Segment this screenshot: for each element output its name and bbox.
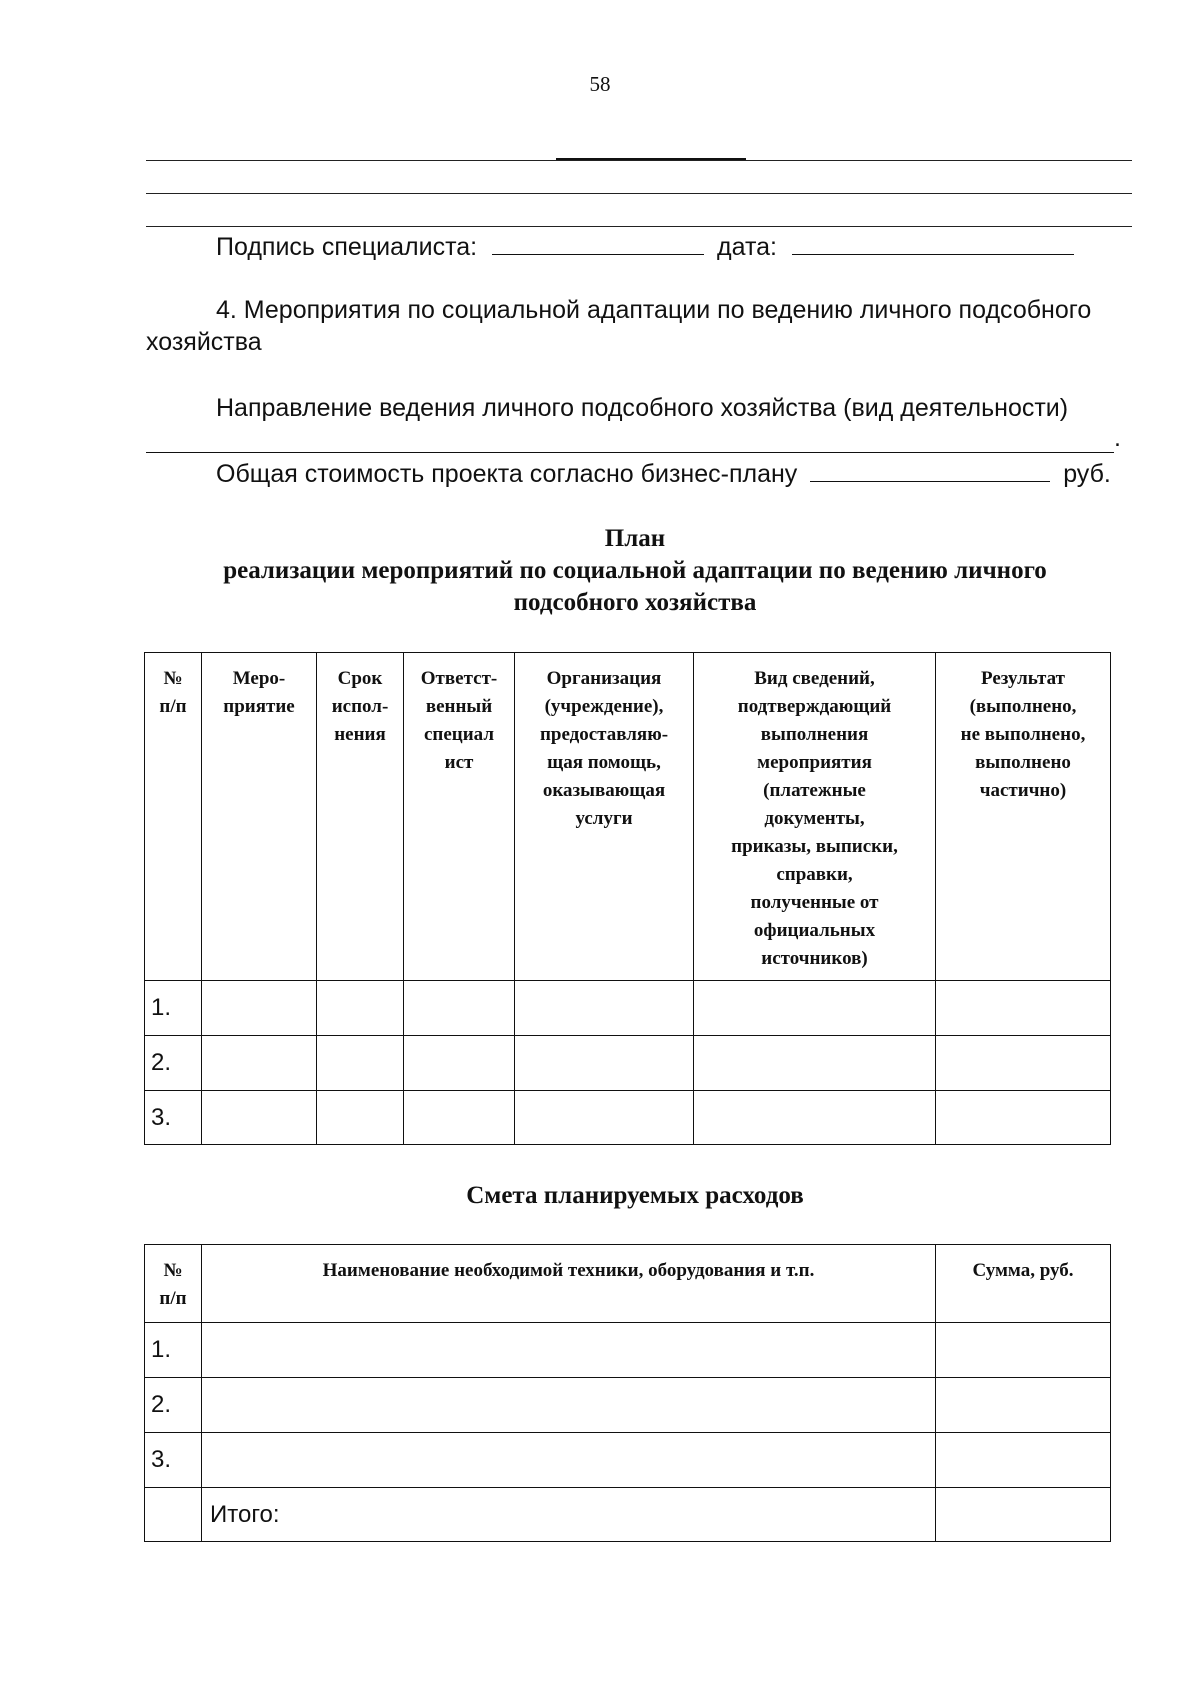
table-cell[interactable]	[515, 981, 694, 1036]
table-cell[interactable]	[202, 1378, 936, 1433]
table-cell[interactable]	[694, 1091, 936, 1145]
table-cell[interactable]	[936, 1378, 1111, 1433]
total-row	[145, 1488, 1111, 1542]
row-number: 3.	[145, 1433, 202, 1488]
col-header-organization: Организация (учреждение), предоставляю- щая помощь, оказывающая услуги	[515, 653, 694, 981]
col-header-result: Результат (выполнено, не выполнено, выполнено частично)	[936, 653, 1111, 981]
plan-title-line3: подсобного хозяйства	[513, 589, 757, 616]
table-cell[interactable]	[694, 981, 936, 1036]
direction-field[interactable]	[146, 430, 1114, 453]
col-header-item-name: Наименование необходимой техники, оборудования и т.п.	[202, 1245, 936, 1323]
table-cell[interactable]	[202, 1036, 317, 1091]
table-cell[interactable]	[202, 1091, 317, 1145]
row-number: 2.	[145, 1036, 202, 1091]
col-header-amount: Сумма, руб.	[936, 1245, 1111, 1323]
table-cell[interactable]	[202, 1323, 936, 1378]
col-header-number: № п/п	[145, 653, 202, 981]
table-cell	[145, 1488, 202, 1542]
cost-unit: руб.	[1063, 460, 1111, 488]
table-row	[145, 981, 1111, 1036]
signature-label: Подпись специалиста:	[216, 233, 478, 261]
table-cell[interactable]	[202, 1433, 936, 1488]
table-cell[interactable]	[936, 1036, 1111, 1091]
row-number: 1.	[145, 981, 202, 1036]
col-header-number: № п/п	[145, 1245, 202, 1323]
estimate-title: Смета планируемых расходов	[466, 1182, 804, 1209]
direction-end: .	[1114, 424, 1121, 452]
direction-label: Направление ведения личного подсобного хозяйства (вид деятельности)	[216, 394, 1069, 422]
cost-line	[216, 459, 1111, 489]
cost-field[interactable]	[810, 459, 1050, 482]
table-row	[145, 1091, 1111, 1145]
table-cell[interactable]	[936, 981, 1111, 1036]
section4-heading-line2: хозяйства	[146, 328, 262, 356]
table-cell[interactable]	[404, 981, 515, 1036]
table-header-row	[145, 1245, 1111, 1323]
cost-label: Общая стоимость проекта согласно бизнес-плану	[216, 460, 798, 488]
col-header-responsible: Ответст- венный специал ист	[404, 653, 515, 981]
page-number: 58	[589, 72, 611, 96]
table-cell[interactable]	[404, 1036, 515, 1091]
table-row	[145, 1036, 1111, 1091]
ruled-line	[146, 160, 1132, 161]
table-cell[interactable]	[936, 1323, 1111, 1378]
table-cell[interactable]	[936, 1433, 1111, 1488]
table-row	[145, 1323, 1111, 1378]
table-row	[145, 1378, 1111, 1433]
table-cell[interactable]	[515, 1091, 694, 1145]
col-header-deadline: Срок испол- нения	[317, 653, 404, 981]
row-number: 2.	[145, 1378, 202, 1433]
plan-table	[144, 652, 1111, 1145]
table-header-row	[145, 653, 1111, 981]
table-cell[interactable]	[404, 1091, 515, 1145]
col-header-activity: Меро- приятие	[202, 653, 317, 981]
section4-heading-line1: 4. Мероприятия по социальной адаптации по ведению личного подсобного	[216, 296, 1092, 324]
table-cell[interactable]	[515, 1036, 694, 1091]
ruled-line	[146, 226, 1132, 227]
ruled-line	[146, 193, 1132, 194]
plan-title: План	[604, 525, 666, 552]
signature-line	[216, 232, 1074, 262]
plan-title-line2: реализации мероприятий по социальной адаптации по ведению личного	[223, 557, 1047, 584]
col-header-evidence: Вид сведений, подтверждающий выполнения мероприятия (платежные документы, приказы, выписки, справки, полученные от официальных источников)	[694, 653, 936, 981]
ruled-line-accent	[556, 158, 746, 160]
table-cell[interactable]	[317, 1091, 404, 1145]
row-number: 3.	[145, 1091, 202, 1145]
table-cell[interactable]	[202, 981, 317, 1036]
signature-field[interactable]	[492, 232, 704, 255]
total-amount-cell[interactable]	[936, 1488, 1111, 1542]
table-row	[145, 1433, 1111, 1488]
row-number: 1.	[145, 1323, 202, 1378]
date-label: дата:	[717, 233, 777, 261]
table-cell[interactable]	[694, 1036, 936, 1091]
estimate-table	[144, 1244, 1111, 1542]
table-cell[interactable]	[936, 1091, 1111, 1145]
date-field[interactable]	[792, 232, 1074, 255]
table-cell[interactable]	[317, 1036, 404, 1091]
total-label: Итого:	[202, 1488, 936, 1542]
table-cell[interactable]	[317, 981, 404, 1036]
